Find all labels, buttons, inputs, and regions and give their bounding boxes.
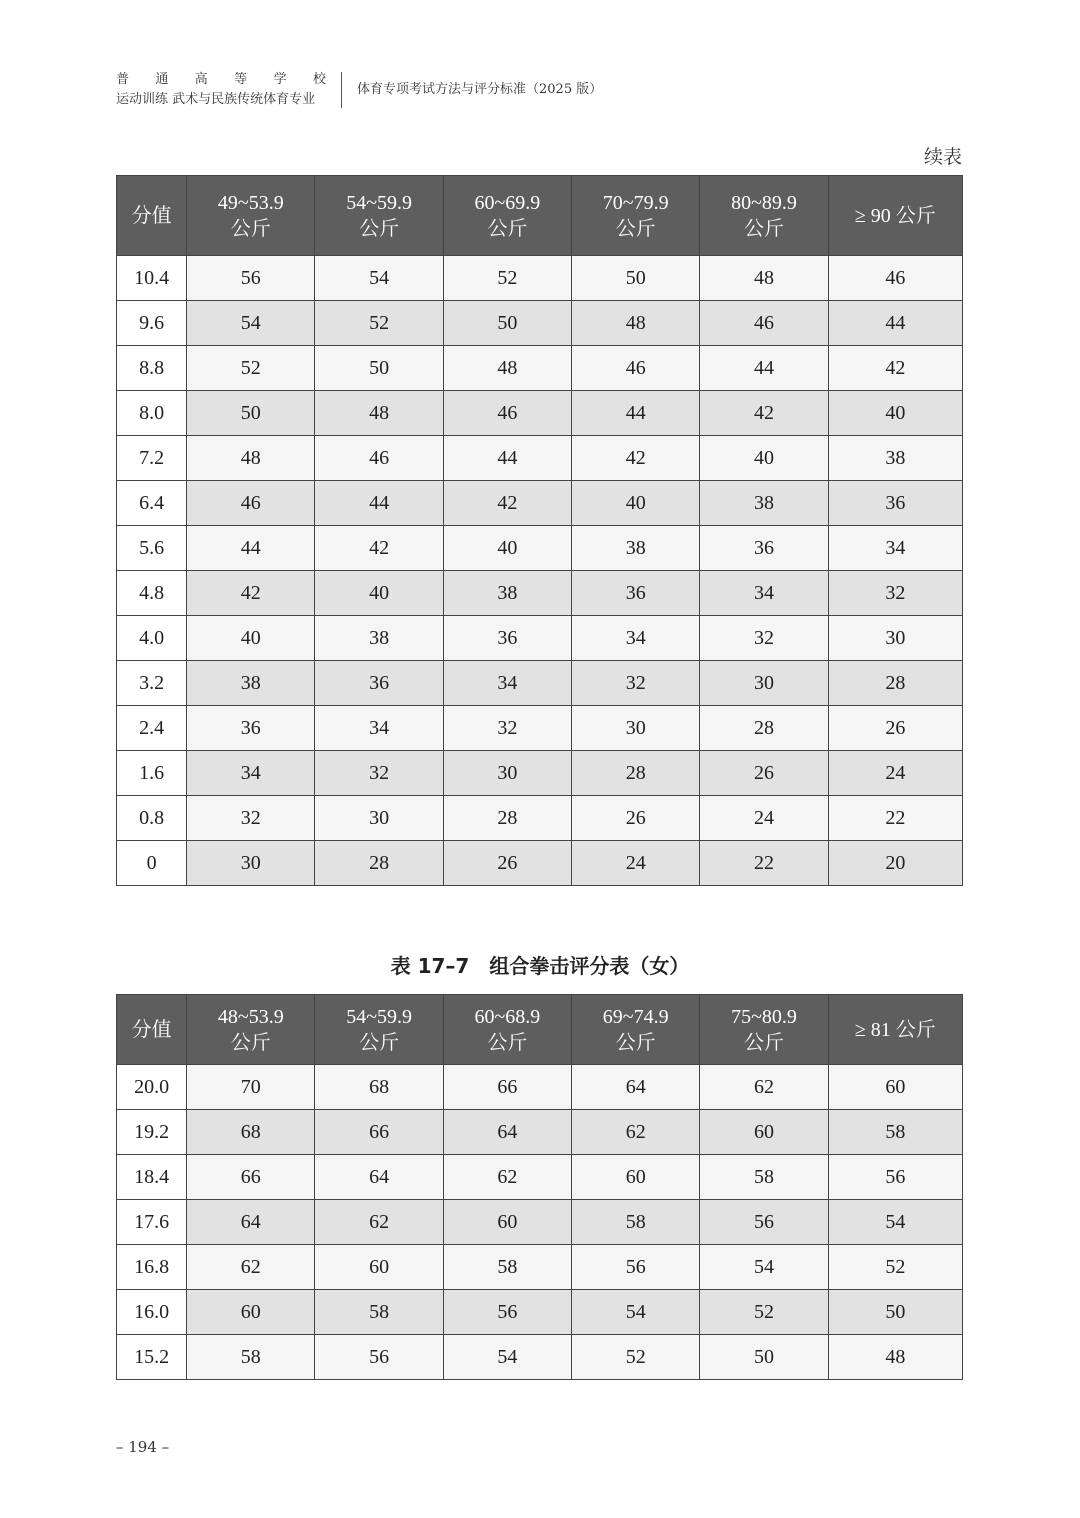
column-header (315, 176, 443, 256)
result-cell: 44 (187, 526, 315, 571)
result-cell: 48 (187, 436, 315, 481)
table-row (117, 391, 963, 436)
column-header-line1: 54~59.9 (346, 1005, 413, 1028)
column-header-line2: 公斤 (615, 217, 656, 240)
result-cell: 64 (187, 1200, 315, 1245)
result-cell: 50 (572, 256, 700, 301)
result-cell: 40 (443, 526, 571, 571)
result-cell: 36 (187, 706, 315, 751)
result-cell: 30 (828, 616, 962, 661)
result-cell: 62 (700, 1065, 828, 1110)
column-header (187, 176, 315, 256)
header-book-title: 体育专项考试方法与评分标准（2025 版） (357, 82, 603, 97)
result-cell: 28 (828, 661, 962, 706)
result-cell: 42 (572, 436, 700, 481)
result-cell: 34 (700, 571, 828, 616)
header-char: 校 (312, 72, 326, 87)
result-cell: 44 (443, 436, 571, 481)
result-cell: 60 (187, 1290, 315, 1335)
result-cell: 48 (315, 391, 443, 436)
result-cell: 50 (443, 301, 571, 346)
column-header-line2: 公斤 (743, 217, 784, 240)
header-divider (341, 72, 342, 108)
score-value-cell: 18.4 (117, 1155, 187, 1200)
result-cell: 56 (443, 1290, 571, 1335)
column-header-line1: 60~69.9 (474, 191, 541, 214)
column-header-line1: 69~74.9 (602, 1005, 669, 1028)
result-cell: 56 (572, 1245, 700, 1290)
column-header-line1: ≥ 81 公斤 (854, 1018, 936, 1041)
result-cell: 48 (828, 1335, 962, 1380)
result-cell: 54 (828, 1200, 962, 1245)
table-row (117, 256, 963, 301)
result-cell: 64 (315, 1155, 443, 1200)
result-cell: 62 (572, 1110, 700, 1155)
result-cell: 66 (315, 1110, 443, 1155)
column-header-line1: 75~80.9 (731, 1005, 797, 1028)
table-row (117, 751, 963, 796)
table-header-row (117, 176, 963, 256)
result-cell: 34 (315, 706, 443, 751)
result-cell: 58 (187, 1335, 315, 1380)
result-cell: 26 (443, 841, 571, 886)
table-row (117, 526, 963, 571)
table-title: 表 17–7 组合拳击评分表（女） (390, 954, 690, 978)
result-cell: 26 (700, 751, 828, 796)
result-cell: 62 (315, 1200, 443, 1245)
score-value-cell: 16.0 (117, 1290, 187, 1335)
header-char: 学 (273, 72, 287, 87)
result-cell: 52 (572, 1335, 700, 1380)
column-header-line2: 公斤 (487, 217, 528, 240)
result-cell: 52 (700, 1290, 828, 1335)
result-cell: 22 (700, 841, 828, 886)
result-cell: 32 (700, 616, 828, 661)
result-cell: 34 (443, 661, 571, 706)
score-value-cell: 9.6 (117, 301, 187, 346)
result-cell: 58 (443, 1245, 571, 1290)
column-header-line1: 49~53.9 (217, 191, 284, 214)
result-cell: 24 (828, 751, 962, 796)
result-cell: 44 (315, 481, 443, 526)
column-header (828, 176, 962, 256)
table-row (117, 1335, 963, 1380)
table-row (117, 841, 963, 886)
header-char: 普 (116, 72, 130, 87)
result-cell: 44 (700, 346, 828, 391)
result-cell: 40 (700, 436, 828, 481)
column-header-line1: ≥ 90 公斤 (854, 204, 936, 227)
result-cell: 34 (572, 616, 700, 661)
score-value-cell: 17.6 (117, 1200, 187, 1245)
table-row (117, 571, 963, 616)
header-char: 等 (234, 72, 248, 87)
result-cell: 64 (443, 1110, 571, 1155)
result-cell: 56 (828, 1155, 962, 1200)
column-header (700, 995, 828, 1065)
table-row (117, 796, 963, 841)
result-cell: 64 (572, 1065, 700, 1110)
result-cell: 68 (315, 1065, 443, 1110)
running-header-left (116, 70, 326, 110)
continued-table-label: 续表 (923, 146, 962, 168)
column-header (828, 995, 962, 1065)
result-cell: 40 (572, 481, 700, 526)
result-cell: 62 (443, 1155, 571, 1200)
result-cell: 46 (443, 391, 571, 436)
result-cell: 46 (572, 346, 700, 391)
score-value-cell: 0 (117, 841, 187, 886)
result-cell: 28 (572, 751, 700, 796)
result-cell: 54 (572, 1290, 700, 1335)
result-cell: 48 (700, 256, 828, 301)
result-cell: 32 (572, 661, 700, 706)
result-cell: 40 (828, 391, 962, 436)
result-cell: 30 (572, 706, 700, 751)
header-major: 运动训练 武术与民族传统体育专业 (116, 92, 316, 107)
result-cell: 70 (187, 1065, 315, 1110)
result-cell: 40 (315, 571, 443, 616)
result-cell: 40 (187, 616, 315, 661)
result-cell: 36 (828, 481, 962, 526)
result-cell: 48 (443, 346, 571, 391)
column-header-line1: 60~68.9 (474, 1005, 541, 1028)
result-cell: 46 (828, 256, 962, 301)
result-cell: 28 (315, 841, 443, 886)
result-cell: 30 (315, 796, 443, 841)
result-cell: 60 (828, 1065, 962, 1110)
result-cell: 24 (700, 796, 828, 841)
column-header-line2: 公斤 (230, 217, 271, 240)
header-char: 通 (155, 72, 169, 87)
table-row (117, 1155, 963, 1200)
table-row (117, 1245, 963, 1290)
column-header-line1: 48~53.9 (217, 1005, 284, 1028)
result-cell: 52 (315, 301, 443, 346)
result-cell: 42 (443, 481, 571, 526)
result-cell: 32 (828, 571, 962, 616)
table-row (117, 436, 963, 481)
result-cell: 50 (187, 391, 315, 436)
result-cell: 54 (315, 256, 443, 301)
column-header (700, 176, 828, 256)
score-value-cell: 0.8 (117, 796, 187, 841)
result-cell: 50 (315, 346, 443, 391)
result-cell: 38 (828, 436, 962, 481)
result-cell: 58 (572, 1200, 700, 1245)
table-row (117, 346, 963, 391)
result-cell: 54 (700, 1245, 828, 1290)
score-value-cell: 3.2 (117, 661, 187, 706)
result-cell: 36 (572, 571, 700, 616)
column-header-line2: 公斤 (615, 1031, 656, 1054)
table-row (117, 616, 963, 661)
score-value-cell: 6.4 (117, 481, 187, 526)
column-header-line2: 公斤 (230, 1031, 271, 1054)
result-cell: 52 (828, 1245, 962, 1290)
column-header (443, 176, 571, 256)
result-cell: 56 (700, 1200, 828, 1245)
score-value-cell: 4.0 (117, 616, 187, 661)
column-header (443, 995, 571, 1065)
result-cell: 30 (187, 841, 315, 886)
result-cell: 58 (700, 1155, 828, 1200)
column-header-line1: 分值 (131, 204, 172, 227)
column-header-line2: 公斤 (359, 1031, 400, 1054)
result-cell: 32 (443, 706, 571, 751)
result-cell: 58 (315, 1290, 443, 1335)
table-row (117, 301, 963, 346)
result-cell: 24 (572, 841, 700, 886)
score-value-cell: 7.2 (117, 436, 187, 481)
column-header (572, 176, 700, 256)
result-cell: 54 (443, 1335, 571, 1380)
score-value-cell: 1.6 (117, 751, 187, 796)
column-header-line1: 80~89.9 (731, 191, 797, 214)
result-cell: 60 (443, 1200, 571, 1245)
result-cell: 34 (187, 751, 315, 796)
column-header-line2: 公斤 (743, 1031, 784, 1054)
result-cell: 32 (315, 751, 443, 796)
score-value-cell: 20.0 (117, 1065, 187, 1110)
column-header (117, 176, 187, 256)
result-cell: 38 (187, 661, 315, 706)
result-cell: 48 (572, 301, 700, 346)
result-cell: 22 (828, 796, 962, 841)
result-cell: 60 (315, 1245, 443, 1290)
result-cell: 38 (315, 616, 443, 661)
column-header-line1: 70~79.9 (602, 191, 669, 214)
table-row (117, 1200, 963, 1245)
result-cell: 56 (187, 256, 315, 301)
score-value-cell: 15.2 (117, 1335, 187, 1380)
column-header-line2: 公斤 (359, 217, 400, 240)
result-cell: 32 (187, 796, 315, 841)
score-value-cell: 16.8 (117, 1245, 187, 1290)
score-table-continued (116, 175, 963, 886)
table-row (117, 1065, 963, 1110)
score-value-cell: 10.4 (117, 256, 187, 301)
column-header (117, 995, 187, 1065)
result-cell: 36 (315, 661, 443, 706)
result-cell: 54 (187, 301, 315, 346)
result-cell: 44 (828, 301, 962, 346)
result-cell: 42 (315, 526, 443, 571)
score-value-cell: 8.8 (117, 346, 187, 391)
result-cell: 26 (572, 796, 700, 841)
result-cell: 20 (828, 841, 962, 886)
result-cell: 42 (700, 391, 828, 436)
column-header-line1: 分值 (131, 1018, 172, 1041)
result-cell: 42 (187, 571, 315, 616)
result-cell: 46 (187, 481, 315, 526)
result-cell: 46 (315, 436, 443, 481)
column-header (572, 995, 700, 1065)
table-row (117, 661, 963, 706)
result-cell: 52 (187, 346, 315, 391)
column-header (315, 995, 443, 1065)
score-value-cell: 4.8 (117, 571, 187, 616)
column-header-line1: 54~59.9 (346, 191, 413, 214)
header-char: 高 (194, 72, 208, 87)
result-cell: 28 (443, 796, 571, 841)
score-value-cell: 19.2 (117, 1110, 187, 1155)
result-cell: 34 (828, 526, 962, 571)
table-row (117, 1110, 963, 1155)
column-header (187, 995, 315, 1065)
result-cell: 66 (187, 1155, 315, 1200)
result-cell: 60 (700, 1110, 828, 1155)
result-cell: 36 (443, 616, 571, 661)
table-row (117, 706, 963, 751)
result-cell: 52 (443, 256, 571, 301)
result-cell: 50 (700, 1335, 828, 1380)
page-number: – 194 – (116, 1438, 170, 1456)
result-cell: 30 (700, 661, 828, 706)
score-value-cell: 2.4 (117, 706, 187, 751)
score-value-cell: 5.6 (117, 526, 187, 571)
result-cell: 56 (315, 1335, 443, 1380)
result-cell: 38 (572, 526, 700, 571)
result-cell: 30 (443, 751, 571, 796)
column-header-line2: 公斤 (487, 1031, 528, 1054)
table-row (117, 481, 963, 526)
result-cell: 60 (572, 1155, 700, 1200)
result-cell: 50 (828, 1290, 962, 1335)
result-cell: 58 (828, 1110, 962, 1155)
result-cell: 38 (700, 481, 828, 526)
result-cell: 42 (828, 346, 962, 391)
result-cell: 28 (700, 706, 828, 751)
result-cell: 46 (700, 301, 828, 346)
result-cell: 36 (700, 526, 828, 571)
result-cell: 38 (443, 571, 571, 616)
header-school-type (116, 70, 326, 90)
score-value-cell: 8.0 (117, 391, 187, 436)
combination-punch-score-table-female (116, 994, 963, 1380)
table-header-row (117, 995, 963, 1065)
result-cell: 44 (572, 391, 700, 436)
table-row (117, 1290, 963, 1335)
result-cell: 66 (443, 1065, 571, 1110)
result-cell: 68 (187, 1110, 315, 1155)
result-cell: 26 (828, 706, 962, 751)
result-cell: 62 (187, 1245, 315, 1290)
